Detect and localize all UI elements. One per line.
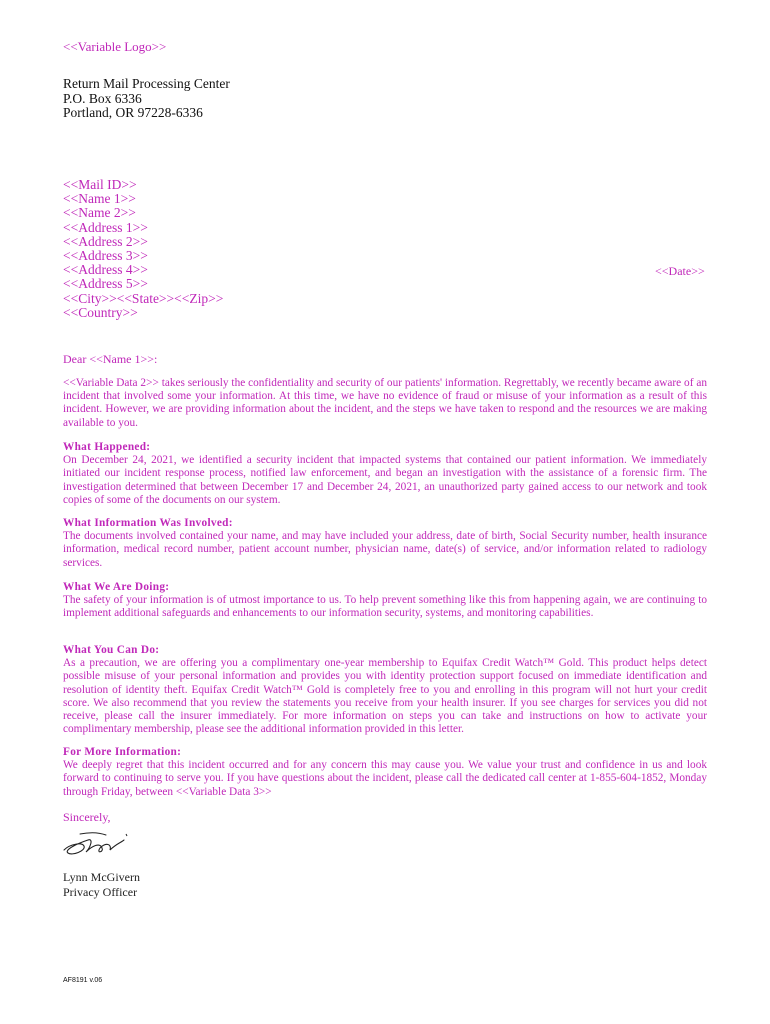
- section-what-we-are-doing: [63, 581, 707, 621]
- recipient-mail-id: <<Mail ID>>: [63, 177, 137, 192]
- recipient-address1: <<Address 1>>: [63, 219, 148, 235]
- recipient-address4: <<Address 4>>: [63, 262, 148, 278]
- logo-placeholder: <<Variable Logo>>: [63, 39, 167, 54]
- intro-paragraph: <<Variable Data 2>> takes seriously the confidentiality and security of our patients' information. Regrettably, we recently became aware of an incident that involved some your information. At this time, we have no evidence of fraud or misuse of your information as a result of this incident. However, we are providing information about the incident, and the steps we have taken to respond and the resources we are making available to you.: [63, 377, 707, 429]
- section-what-happened: [63, 441, 707, 507]
- recipient-city-state-zip: <<City>><<State>><<Zip>>: [63, 290, 224, 306]
- recipient-country: <<Country>>: [63, 304, 138, 320]
- section-text: On December 24, 2021, we identified a security incident that impacted systems that contained our patient information. We immediately initiated our incident response process, notified law enforcement, and began an investigation with the assistance of a forensic firm. The investigation determined that between December 17 and December 24, 2021, an unauthorized party gained access to our network and took copies of some of the documents on our system.: [63, 454, 707, 506]
- section-heading: What Information Was Involved:: [63, 517, 233, 529]
- section-text: As a precaution, we are offering you a complimentary one-year membership to Equifax Credit Watch™ Gold. This product helps detect possible misuse of your personal information and provides you with identity protection support focused on immediate identification and resolution of identity theft. Equifax Credit Watch™ Gold is completely free to you and enrolling in this program will not hurt your credit score. We also recommend that you review the statements you receive from your health insurer. If you see charges for services you did not receive, please call the insurer immediately. For more information on steps you can take and instructions on how to activate your complimentary membership, please see the additional information provided in this letter.: [63, 657, 707, 736]
- signer-block: [63, 870, 140, 900]
- section-heading: What You Can Do:: [63, 644, 160, 656]
- closing: Sincerely,: [63, 810, 111, 824]
- section-information-involved: [63, 517, 707, 570]
- recipient-address5: <<Address 5>>: [63, 276, 148, 292]
- recipient-address3: <<Address 3>>: [63, 248, 148, 264]
- signature-image: [60, 826, 130, 860]
- section-heading: What Happened:: [63, 441, 151, 453]
- section-heading: For More Information:: [63, 746, 182, 758]
- section-text: The safety of your information is of utmost importance to us. To help prevent something like this from happening again, we are continuing to implement additional safeguards and enhancements to our information security, systems, and monitoring capabilities.: [63, 594, 707, 620]
- recipient-address2: <<Address 2>>: [63, 233, 148, 249]
- letter-date: <<Date>>: [655, 264, 705, 278]
- section-text: We deeply regret that this incident occurred and for any concern this may cause you. We value your trust and confidence in us and look forward to continuing to serve you. If you have questions about the incident, please call the dedicated call center at 1-855-604-1852, Monday through Friday, between <<Variable Data 3>>: [63, 759, 707, 798]
- return-address-line1: Return Mail Processing Center: [63, 76, 230, 91]
- signer-title: Privacy Officer: [63, 885, 138, 899]
- recipient-name2: <<Name 2>>: [63, 205, 136, 221]
- recipient-name1: <<Name 1>>: [63, 191, 136, 207]
- section-what-you-can-do: [63, 644, 707, 736]
- return-address-line3: Portland, OR 97228-6336: [63, 105, 203, 120]
- return-address-line2: P.O. Box 6336: [63, 90, 142, 106]
- section-text: The documents involved contained your name, and may have included your address, date of birth, Social Security number, health insurance information, medical record number, patient account number, physician name, date(s) of service, and/or information related to radiology services.: [63, 530, 707, 569]
- return-address: [63, 77, 230, 121]
- signer-name: Lynn McGivern: [63, 870, 140, 884]
- section-more-information: [63, 746, 707, 799]
- recipient-address-block: [63, 178, 223, 320]
- salutation: Dear <<Name 1>>:: [63, 352, 158, 366]
- section-heading: What We Are Doing:: [63, 581, 170, 593]
- footer-form-code: AF8191 v.06: [63, 977, 103, 984]
